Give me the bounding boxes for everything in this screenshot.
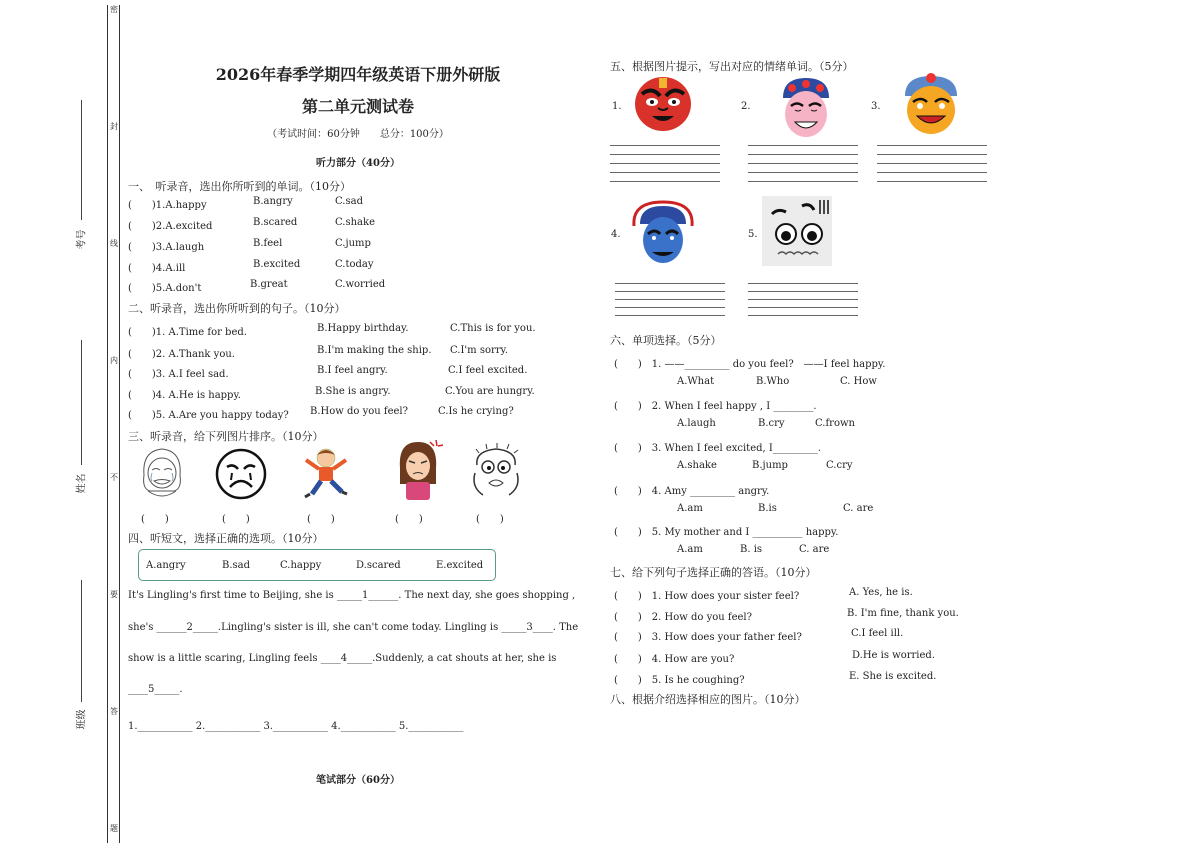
s2-row-4-c: C.You are hungry. (445, 386, 535, 397)
s6-option: C. are (799, 544, 830, 555)
writing-line (610, 154, 720, 155)
seal-char: 封 (110, 122, 118, 131)
section-1-heading: 一、 听录音，选出你所听到的单词。（10分） (128, 180, 351, 193)
s6-question-1: ( ) 1. ——_________ do you feel? ——I feel happy. (614, 359, 886, 370)
s1-row-4-a: ( )4.A.ill (128, 263, 186, 274)
word-bank-option: D.scared (356, 560, 401, 571)
s6-option: C. are (843, 503, 874, 514)
s2-row-4-a: ( )4. A.He is happy. (128, 390, 241, 401)
writing-line (615, 283, 725, 284)
s1-row-1-c: C.sad (335, 196, 363, 207)
seal-char: 内 (110, 356, 118, 365)
writing-line (610, 163, 720, 164)
exam-info: （考试时间：60分钟 总分：100分） (267, 129, 449, 140)
s3-answer-paren-4: ( ) (395, 514, 423, 525)
name-label: 姓名 (76, 473, 88, 494)
writing-line (748, 181, 858, 182)
s2-row-1-c: C.This is for you. (450, 323, 536, 334)
s7-answer: D.He is worried. (852, 650, 936, 661)
worried-face-picture (762, 196, 832, 266)
s7-answer: C.I feel ill. (851, 628, 904, 639)
seal-char: 不 (110, 473, 118, 482)
s5-num-4: 4. (611, 229, 621, 240)
binding-line-outer (107, 5, 108, 843)
s6-option: B.jump (752, 460, 788, 471)
s7-answer: A. Yes, he is. (849, 587, 913, 598)
s3-answer-paren-3: ( ) (307, 514, 335, 525)
s2-row-2-a: ( )2. A.Thank you. (128, 349, 235, 360)
s2-row-2-b: B.I'm making the ship. (317, 345, 432, 356)
word-bank-option: B.sad (222, 560, 251, 571)
class-label: 班级 (76, 709, 88, 730)
s2-row-5-b: B.How do you feel? (310, 406, 408, 417)
s7-question: ( ) 4. How are you? (614, 654, 735, 665)
s6-question-4: ( ) 4. Amy _________ angry. (614, 486, 770, 497)
seal-char: 线 (110, 239, 118, 248)
s2-row-5-a: ( )5. A.Are you happy today? (128, 410, 289, 421)
passage-line: It's Lingling's first time to Beijing, she is _____1______. The next day, she goes shopping , (128, 590, 576, 601)
s3-answer-paren-5: ( ) (476, 514, 504, 525)
writing-line (748, 154, 858, 155)
binding-line-inner (119, 5, 120, 843)
s6-option: A.am (677, 503, 703, 514)
writing-line (748, 315, 858, 316)
section-7-heading: 七、给下列句子选择正确的答语。（10分） (610, 566, 817, 579)
s5-num-2: 2. (741, 101, 751, 112)
s7-question: ( ) 5. Is he coughing? (614, 675, 745, 686)
s1-row-1-a: ( )1.A.happy (128, 200, 207, 211)
pink-opera-mask (777, 76, 835, 140)
s2-row-1-a: ( )1. A.Time for bed. (128, 327, 247, 338)
writing-line (610, 172, 720, 173)
word-bank-option: A.angry (146, 560, 186, 571)
section-3-heading: 三、听录音，给下列图片排序。（10分） (128, 430, 324, 443)
s1-row-2-a: ( )2.A.excited (128, 221, 213, 232)
writing-line (748, 307, 858, 308)
s1-row-5-b: B.great (250, 279, 288, 290)
writing-line (748, 172, 858, 173)
seal-char: 密 (110, 5, 118, 14)
s6-option: C.cry (826, 460, 853, 471)
section-8-heading: 八、根据介绍选择相应的图片。（10分） (610, 693, 806, 706)
writing-line (610, 145, 720, 146)
yellow-opera-mask (900, 72, 962, 136)
passage-line: show is a little scaring, Lingling feels ____4_____.Suddenly, a cat shouts at her, she is (128, 653, 557, 664)
writing-line (877, 163, 987, 164)
s2-row-2-c: C.I'm sorry. (450, 345, 509, 356)
s1-row-1-b: B.angry (253, 196, 293, 207)
writing-line (615, 291, 725, 292)
s7-question: ( ) 1. How does your sister feel? (614, 591, 800, 602)
s6-option: A.What (677, 376, 715, 387)
writing-line (877, 181, 987, 182)
s6-option: A.am (677, 544, 703, 555)
writing-line (610, 181, 720, 182)
s6-option: A.laugh (677, 418, 716, 429)
s7-answer: B. I'm fine, thank you. (847, 608, 959, 619)
red-opera-mask (630, 72, 696, 134)
writing-part-title: 笔试部分（60分） (316, 775, 400, 786)
s2-row-1-b: B.Happy birthday. (317, 323, 409, 334)
s1-row-3-b: B.feel (253, 238, 283, 249)
angry-girl-picture (392, 438, 444, 502)
writing-line (748, 299, 858, 300)
s5-num-1: 1. (612, 101, 622, 112)
crying-girl-picture (138, 445, 186, 501)
word-bank-option: E.excited (436, 560, 484, 571)
s1-row-5-c: C.worried (335, 279, 386, 290)
writing-line (748, 291, 858, 292)
s6-option: B. is (740, 544, 763, 555)
writing-line (615, 299, 725, 300)
listening-part-title: 听力部分（40分） (316, 158, 400, 169)
section-4-heading: 四、听短文，选择正确的选项。（10分） (128, 532, 324, 545)
excited-boy-picture (300, 444, 352, 504)
s2-row-3-b: B.I feel angry. (317, 365, 388, 376)
s6-question-5: ( ) 5. My mother and I __________ happy. (614, 527, 839, 538)
s1-row-4-b: B.excited (253, 259, 301, 270)
seal-char: 答 (110, 707, 118, 716)
s2-row-4-b: B.She is angry. (315, 386, 391, 397)
s6-option: B.is (758, 503, 777, 514)
s1-row-2-b: B.scared (253, 217, 298, 228)
page-subtitle: 第二单元测试卷 (301, 97, 414, 116)
s1-row-3-c: C.jump (335, 238, 371, 249)
writing-line (877, 154, 987, 155)
s6-option: C.frown (815, 418, 855, 429)
writing-line (748, 163, 858, 164)
exam-number-label: 考号 (76, 229, 88, 250)
sad-face-picture (214, 447, 268, 501)
seal-char: 题 (110, 824, 118, 833)
writing-line (748, 145, 858, 146)
s2-row-3-a: ( )3. A.I feel sad. (128, 369, 229, 380)
writing-line (877, 172, 987, 173)
s2-row-3-c: C.I feel excited. (448, 365, 528, 376)
s6-question-2: ( ) 2. When I feel happy , I ________. (614, 401, 817, 412)
s6-option: A.shake (677, 460, 717, 471)
s7-question: ( ) 3. How does your father feel? (614, 632, 802, 643)
class-line (81, 580, 82, 702)
exam-number-line (81, 100, 82, 220)
s1-row-5-a: ( )5.A.don't (128, 283, 202, 294)
blue-opera-mask (630, 200, 696, 266)
s1-row-4-c: C.today (335, 259, 374, 270)
s3-answer-paren-1: ( ) (141, 514, 169, 525)
passage-line: ____5_____. (128, 684, 183, 695)
s6-option: B.cry (758, 418, 785, 429)
word-bank-option: C.happy (280, 560, 322, 571)
s1-row-2-c: C.shake (335, 217, 375, 228)
name-line (81, 340, 82, 465)
passage-line: she's ______2_____.Lingling's sister is ill, she can't come today. Lingling is _____3____. The (128, 622, 579, 633)
s6-question-3: ( ) 3. When I feel excited, I_________. (614, 443, 822, 454)
writing-line (748, 283, 858, 284)
page-title: 2026年春季学期四年级英语下册外研版 (215, 65, 501, 84)
s6-option: B.Who (756, 376, 790, 387)
s7-question: ( ) 2. How do you feel? (614, 612, 752, 623)
writing-line (615, 315, 725, 316)
writing-line (877, 145, 987, 146)
answer-blanks: 1.___________ 2.___________ 3.___________ 4.___________ 5.___________ (128, 721, 464, 732)
section-2-heading: 二、听录音，选出你所听到的句子。（10分） (128, 302, 346, 315)
writing-line (615, 307, 725, 308)
s2-row-5-c: C.Is he crying? (438, 406, 514, 417)
s3-answer-paren-2: ( ) (222, 514, 250, 525)
s5-num-3: 3. (871, 101, 881, 112)
s7-answer: E. She is excited. (849, 671, 937, 682)
section-6-heading: 六、单项选择。（5分） (610, 334, 722, 347)
s5-num-5: 5. (748, 229, 758, 240)
s1-row-3-a: ( )3.A.laugh (128, 242, 205, 253)
seal-char: 要 (110, 590, 118, 599)
scared-face-picture (467, 443, 525, 501)
s6-option: C. How (840, 376, 877, 387)
section-5-heading: 五、根据图片提示，写出对应的情绪单词。（5分） (610, 60, 854, 73)
